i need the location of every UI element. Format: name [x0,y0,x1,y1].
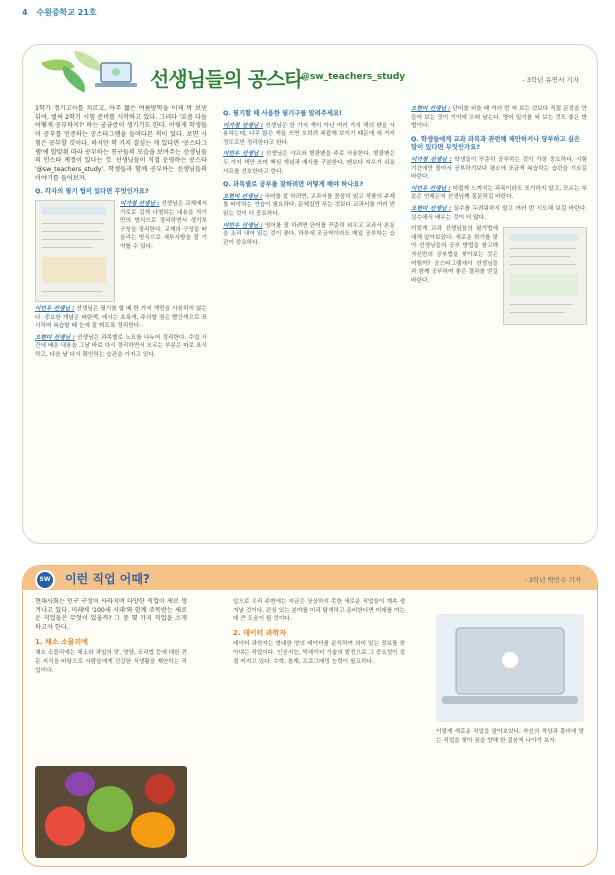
teacher-name: 오현미 선생님 : [35,334,75,341]
photo-block [42,207,106,215]
answer-text: 선생님은 교재에서 가로로 길게 나열되는 내용을 자기만의 방식으로 정리하면서 생기부 구성을 정리한다. 교재의 구성을 떠올리는 방식으로 세부사항을 잘 기억할 수 있다. [120,200,207,250]
answer [411,105,587,131]
answer-text: 선생님은 한 가지 색이 아닌 여러 가지 색의 펜을 사용하는데, 너무 많은 색을 쓰면 오히려 복잡해 보이기 때문에 세 가지 정도로만 정리한다고 한다. [223,122,395,146]
photo-block [510,274,578,296]
laptop-icon [436,614,584,722]
intro-text: 1학기 정기고사를 치르고, 아주 짧은 여름방학을 이제 막 보낸 뒤여, 벌써 2학기 시험 준비를 시작하고 있다. 그러다 '요즘 다들 어떻게 공부하지?' 하는 궁금증이 생기기도 한다. 이렇게 학생들이 공부를 인증하는 공스타그램을 들여다본 적이 있다. 보면 시험은 공부할 것이다. 하지만 학 가지 결심는 게 있다면 '공스타그램'에 발맞춰 따라 공부하는 친구들의 모습을 보여주는 선생님들의 인스타 계정이 있다는 것. 선생님들이 직접 운영하는 공스타 '@sw_teachers_study'. 학생들과 함께 공부하는 선생님들의 이야기를 들어보자. [35,105,207,182]
section-title: 이런 직업 어때? [65,572,150,586]
teacher-name: 이가정 선생님 : [120,200,160,207]
photo-block [42,257,106,283]
pepper-shape [131,812,175,848]
column-3 [436,728,584,860]
answer [411,156,587,182]
photo-line [510,248,576,249]
laptop-icon [93,61,139,89]
eggplant-shape [65,772,95,796]
body-text: 채소 소믈리에는 채소와 과일의 맛, 영양, 조리법 등에 대한 전문 지식을 바탕으로 사람들에게 건강한 식생활을 제안하는 직업이다. [35,650,187,674]
closing-text: 이렇게 교과 선생님들의 필기법에 대해 알아보았다. 새로운 학기를 맞아 선생님들의 공부 방법을 참고해 자신만의 공부법을 찾아보는 것은 어떨까? 공스타그램에서 선생님들과 함께 공부하며 좋은 결과를 얻길 바란다. [411,226,498,284]
answer-text: 선생님은 과목별로 노트를 나누어 정리한다. 수업 시간에 배운 내용을 그날 바로 다시 정리하면서 모르는 부분은 따로 표시하고, 다음 날 다시 확인하는 습관을 가지고 있다. [35,334,207,358]
answer [223,193,395,219]
photo-line [510,264,576,265]
answer [35,334,207,360]
teacher-name: 이가정 선생님 : [411,156,452,163]
cabbage-shape [87,786,133,832]
leaf-icon [57,65,91,92]
column-1 [35,598,187,763]
page-header [22,7,97,18]
body-text: 데이터 과학자는 방대한 양의 데이터를 분석하여 의미 있는 정보를 찾아내는 직업이다. 인공지능, 빅데이터 기술의 발전으로 그 중요성이 점점 커지고 있다. 수학, 통계, 프로그래밍 능력이 필요하다. [233,641,405,665]
answer-text: 국어를 잘 하려면, 교과서를 꼼꼼히 읽고 작품의 주제를 파악하는 연습이 필요하다. 문제집만 푸는 것보다 교과서를 여러 번 읽는 것이 더 중요하다. [223,193,395,217]
section-banner [23,45,597,95]
tomato-shape [45,806,85,846]
teacher-name: 이민우 선생님 : [223,151,264,158]
laptop-photo [436,614,584,722]
answer-text: 선생님은 필기를 할 때 한 가지 색만을 사용하지 않는다. 중요한 개념은 파란색, 예시는 초록색, 주의할 점은 빨간색으로 표시하며 복습할 때 눈에 잘 띄도록 정리한다. [35,305,207,330]
photo-line [42,223,104,224]
answer-text: 단어를 외울 때 여러 번 써 보는 것보다 직접 문장을 만들어 보는 것이 기억에 오래 남는다. 영어 일기를 써 보는 것도 좋은 방법이다. [411,106,587,130]
answer [411,185,587,202]
photo-line [42,231,100,232]
section-title: 선생님들의 공스타 [150,67,303,91]
teacher-name: 이민우 선생님 : [223,222,263,229]
byline: - 3학년 박민수 기자 [524,576,581,584]
jobs-section [22,565,598,867]
teacher-name: 오현미 선생님 : [223,193,263,200]
page-number: 4 [22,8,28,17]
question-heading: Q. 각자의 필기 팁이 있다면 무엇인가요? [35,188,149,196]
answer-text: 어렵게 느껴지는 과목이라도 포기하지 말고, 모르는 부분은 언제든지 선생님께 질문하길 바란다. [411,185,587,201]
answer [411,205,587,222]
answer-text: 선생님은 샤프와 형광펜을 주로 사용한다. 형광펜은 두 가지 색만 쓰며 핵심 개념과 예시를 구분한다. 펜보다 지우기 쉬운 샤프를 선호한다고 한다. [223,151,395,175]
column-1 [35,105,207,537]
school-logo-icon: SW [35,570,55,590]
instagram-handle: @sw_teachers_study [301,72,406,82]
question-heading: Q. 과목별로 공부를 잘하려면 어떻게 해야 하나요? [223,181,364,189]
teacher-name: 이민우 선생님 : [411,185,451,192]
photo-line [42,239,104,240]
photo-line [42,247,92,248]
question-heading: Q. 필기할 때 사용한 필기구를 알려주세요! [223,110,342,117]
notebook-photo [35,200,115,302]
question-heading: Q. 학생들에게 교과 과목과 관련해 제안하거나 당부하고 싶은 말이 있다면 무엇인가요? [411,135,581,152]
subheading: 2. 데이터 과학자 [233,628,286,637]
byline: - 3학년 유연서 기자 [522,76,579,84]
teacher-name: 오현미 선생님 : [411,205,452,212]
teachers-section [22,44,598,544]
photo-line [510,304,572,305]
answer [223,122,395,148]
intro-text: 현대사회는 인구 구성이 사라지며 다양한 직업이 새로 생겨나고 있다. 미래에 '100세 시대'와 함께 주목받는 새로운 직업들은 무엇이 있을까? 그 중 몇 가지 직업을 소개하고자 한다. [35,598,187,632]
radish-shape [145,774,175,804]
closing-text: 이렇게 새로운 직업을 알아보았다. 자신의 적성과 흥미에 맞는 직업을 찾아 꿈을 향해 한 걸음씩 나아가 보자. [436,729,584,744]
teacher-name: 이가정 선생님 : [223,122,264,129]
answer [35,305,207,331]
vegetables-photo [35,766,187,858]
body-text: 앞으로 우리 주변에는 지금은 상상하지 못한 새로운 직업들이 계속 생겨날 것이다. 관심 있는 분야를 미리 탐색하고 준비한다면 미래를 여는 데 큰 도움이 될 것이다. [233,599,405,623]
answer [223,150,395,176]
photo-line [42,291,102,292]
notebook-photo [503,227,587,325]
column-2 [223,105,395,537]
column-2 [233,598,405,860]
column-3 [411,105,587,537]
answer [223,222,395,248]
photo-line [510,312,564,313]
section-banner [23,566,597,590]
teacher-name: 오현미 선생님 : [411,106,451,112]
answer-text: 실수를 두려워하지 말고 여러 번 시도해 보길 바란다. 실수에서 배우는 것이 더 많다. [411,205,587,221]
subheading: 1. 채소 소믈리에 [35,637,88,646]
teacher-name: 이민우 선생님 : [35,305,75,312]
photo-line [510,256,570,257]
answer-text: 영어를 잘 하려면 단어를 꾸준히 외우고 교과서 본문을 소리 내어 읽는 것이 좋다. 하루에 조금씩이라도 매일 공부하는 습관이 중요하다. [223,222,395,246]
publication-name: 수원중학교 21호 [36,8,97,17]
answer-text: 학생들이 꾸준히 공부하는 것이 가장 중요하다. 시험 기간에만 몰아서 공부하기보다 평소에 조금씩 복습하는 습관을 기르길 바란다. [411,156,587,181]
photo-block [510,234,578,241]
